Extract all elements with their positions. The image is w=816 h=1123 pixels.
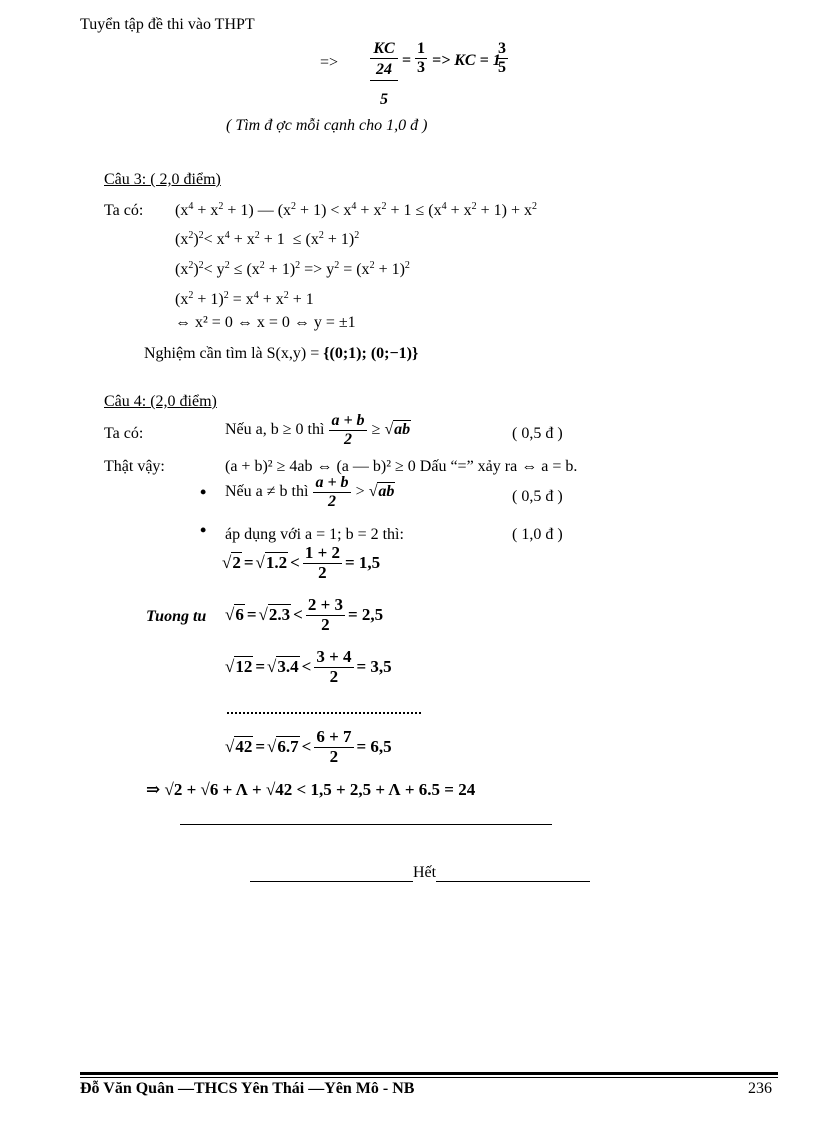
footer-author: Đỗ Văn Quân —THCS Yên Thái —Yên Mô - NB: [80, 1080, 415, 1097]
kc-den: 24: [370, 61, 398, 80]
cau4-score2: ( 0,5 đ ): [512, 488, 563, 505]
cau4-score1: ( 0,5 đ ): [512, 425, 563, 442]
kc-mixed-den: 5: [498, 59, 506, 77]
sqrt-row-2: √6 = √2.3 < $\frac{2 + 3}{2}$ = 2,5: [225, 595, 384, 634]
cau4-sqrt-ab: √ab: [384, 420, 411, 438]
end-text: Hết: [413, 864, 437, 881]
kc-third: [415, 40, 427, 78]
cau4-gt: >: [355, 482, 365, 500]
cau3-answer-set: {(0;1); (0;−1)}: [323, 345, 419, 362]
cau3-line3: $(x^2)^2< y^2 \le (x^2 + 1)^2 => y^2 = (x^2 + 1)^2$: [175, 260, 410, 278]
cau3-line5: ⇔ x² = 0 ⇔ x = 0 ⇔ y = ±1: [175, 314, 356, 331]
sqrt-row-3: √12 = √3.4 < $\frac{3 + 4}{2}$ = 3,5: [225, 647, 392, 686]
bullet-1: •: [200, 482, 207, 502]
cau4-bullet2: áp dụng với a = 1; b = 2 thì:: [225, 526, 404, 543]
cau4-frac2: $\frac{a + b}{2}$: [315, 474, 349, 510]
kc-den2: 5: [380, 90, 388, 108]
cau4-bullet1: [225, 474, 395, 510]
footer-rule-thick: [80, 1072, 778, 1075]
kc-mixed: [496, 40, 508, 78]
sqrt-row-1: √2 = √1.2 < $\frac{1 + 2}{2}$ = 1,5: [222, 543, 381, 582]
grading-note: ( Tìm đ ợc mỗi cạnh cho 1,0 đ ): [226, 117, 428, 134]
cau4-intro: [225, 412, 411, 448]
footer-page: 236: [748, 1080, 772, 1097]
kc-mixed-num: 3: [496, 40, 508, 59]
end-rule-right: [436, 865, 590, 882]
cau3-label: Ta có:: [104, 202, 144, 219]
cau3-answer: [144, 345, 418, 363]
cau4-bullet1-text: Nếu a ≠ b thì: [225, 482, 309, 500]
page-header: Tuyển tập đề thi vào THPT: [80, 16, 255, 33]
cau3-line4: $(x^2 + 1)^2 = x^4 + x^2 + 1$: [175, 290, 314, 308]
cau3-line2: $(x^2)^2< x^4 + x^2 + 1 \le (x^2 + 1)^2$: [175, 230, 360, 248]
tuong-tu-label: Tuong tu: [146, 608, 207, 625]
dotted-line: [227, 712, 421, 714]
cau3-title: Câu 3: ( 2,0 điểm): [104, 171, 221, 188]
cau3-answer-prefix: Nghiệm cần tìm là S(x,y) =: [144, 345, 324, 362]
end-rule-left: [250, 865, 413, 882]
kc-arrow: =>: [320, 54, 339, 71]
footer-rule-thin: [80, 1077, 778, 1078]
cau3-line1: $(x^4 + x^2 + 1)$ — $(x^2 + 1) < x^4 + x^2 + 1 \le (x^4 + x^2 + 1) + x^2$: [175, 201, 537, 219]
kc-eq: =: [402, 52, 412, 69]
cau4-frac1: $\frac{a + b}{2}$: [331, 412, 365, 448]
sqrt-row-4: √42 = √6.7 < $\frac{6 + 7}{2}$ = 6,5: [225, 727, 392, 766]
cau4-proof: (a + b)² ≥ 4ab ⇔ (a — b)² ≥ 0 Dấu “=” xảy ra ⇔ a = b.: [225, 458, 578, 475]
cau4-conclusion: ⇒ √2 + √6 + Λ + √42 < 1,5 + 2,5 + Λ + 6.5 = 24: [146, 780, 476, 799]
bullet-2: •: [200, 520, 207, 540]
cau4-label: Ta có:: [104, 425, 144, 442]
kc-one: 1: [415, 40, 427, 59]
cau4-title: Câu 4: (2,0 điểm): [104, 393, 217, 410]
kc-num: KC: [370, 40, 398, 59]
end-marker: [250, 864, 590, 882]
kc-three: 3: [417, 59, 425, 77]
cau4-score3: ( 1,0 đ ): [512, 526, 563, 543]
cau4-ge: ≥: [371, 420, 381, 438]
divider-rule: [180, 824, 552, 825]
kc-result: => KC = 1: [432, 52, 501, 69]
cau4-intro-text: Nếu a, b ≥ 0 thì: [225, 420, 325, 438]
cau4-proof-label: Thật vậy:: [104, 458, 165, 475]
kc-fraction: [370, 40, 398, 109]
cau4-sqrt-ab-2: √ab: [368, 482, 395, 500]
